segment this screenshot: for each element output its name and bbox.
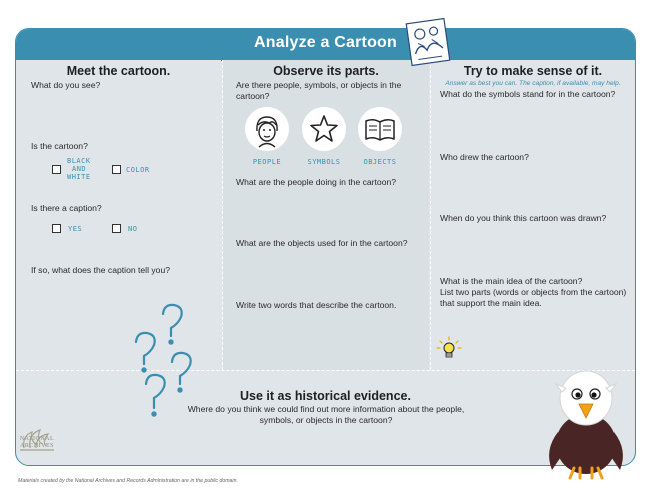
question-caption-tell: If so, what does the caption tell you?: [31, 265, 171, 275]
no-checkbox[interactable]: [112, 224, 121, 233]
footer-disclaimer: Materials created by the National Archives and Records Administration are in the public domain.: [18, 478, 238, 484]
sense-note: Answer as best you can. The caption, if available, may help.: [445, 80, 621, 87]
title-banner: [16, 29, 635, 61]
meet-heading: Meet the cartoon.: [66, 64, 171, 78]
sense-heading: Try to make sense of it.: [463, 64, 603, 78]
worksheet-title: Analyze a Cartoon: [254, 34, 397, 51]
question-what-see: What do you see?: [31, 80, 101, 90]
yes-checkbox[interactable]: [52, 224, 61, 233]
question-people-symbols: Are there people, symbols, or objects in the cartoon?: [236, 80, 402, 101]
people-icon: [245, 107, 289, 151]
column-divider-right: [430, 60, 431, 370]
national-archives-wordmark: NATIONAL ARCHIVES: [19, 436, 55, 449]
column-divider-left: [222, 60, 223, 370]
yes-label: YES: [68, 225, 83, 233]
eagle-mascot-icon: [540, 362, 632, 480]
question-objects-used: What are the objects used for in the cartoon?: [236, 238, 408, 248]
people-label: PEOPLE: [252, 158, 282, 166]
question-is-cartoon: Is the cartoon?: [31, 141, 88, 151]
evidence-heading: Use it as historical evidence.: [240, 389, 411, 403]
no-label: NO: [128, 225, 138, 233]
question-people-doing: What are the people doing in the cartoon?: [236, 177, 397, 187]
question-main-idea: What is the main idea of the cartoon?: [440, 276, 583, 286]
color-checkbox[interactable]: [112, 165, 121, 174]
black-white-label: BLACK AND WHITE: [67, 157, 91, 181]
lightbulb-icon: [436, 336, 462, 362]
question-find-info: Where do you think we could find out more information about the people, symbols, or objects in the cartoon?: [187, 404, 465, 425]
question-when-drawn: When do you think this cartoon was drawn?: [440, 213, 607, 223]
question-two-words: Write two words that describe the cartoon.: [236, 300, 397, 310]
objects-icon: [358, 107, 402, 151]
color-label: COLOR: [126, 166, 150, 174]
question-symbols-stand: What do the symbols stand for in the cartoon?: [440, 89, 616, 99]
symbols-label: SYMBOLS: [307, 158, 341, 166]
cartoon-thumbnail: [405, 17, 451, 66]
question-caption: Is there a caption?: [31, 203, 102, 213]
question-who-drew: Who drew the cartoon?: [440, 152, 529, 162]
symbols-icon: [302, 107, 346, 151]
observe-heading: Observe its parts.: [273, 64, 379, 78]
black-white-checkbox[interactable]: [52, 165, 61, 174]
question-marks-icon: [130, 300, 200, 440]
question-support: List two parts (words or objects from the cartoon) that support the main idea.: [440, 287, 627, 308]
objects-label: OBJECTS: [363, 158, 397, 166]
